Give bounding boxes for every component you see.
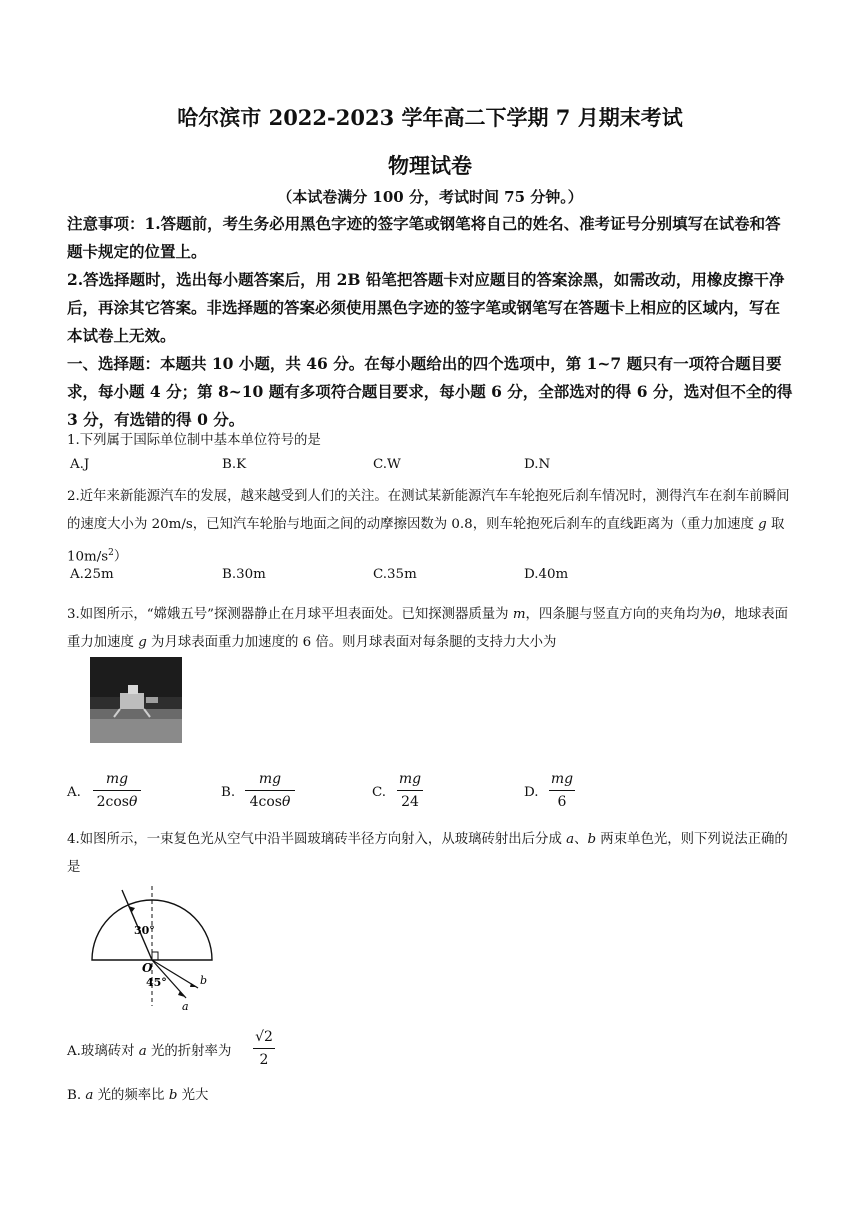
fraction-denominator: 2 [259, 1052, 269, 1068]
q4-option-b: B. a 光的频率比 b 光大 [67, 1088, 209, 1103]
question-2-options [67, 567, 793, 591]
q3-option-b-label: B. [221, 785, 236, 800]
q3-var-g: g [138, 635, 147, 650]
q1-option-c: C.W [373, 457, 401, 472]
q1-option-d: D.N [524, 457, 551, 472]
q2-var-g: g [758, 517, 767, 532]
fraction-denominator: 6 [557, 794, 567, 810]
q2-stem-text: 2.近年来新能源汽车的发展，越来越受到人们的关注。在测试某新能源汽车车轮抱死后刹车情况时，测得汽车在刹车前瞬间的速度大小为 20m/s，已知汽车轮胎与地面之间的动摩擦因数为 0.8，则车轮抱死后刹车的直线距离为（重力加速度 [67, 489, 790, 532]
q3-option-a-fraction [93, 768, 141, 813]
q3-option-d-label: D. [524, 785, 539, 800]
q2-option-c: C.35m [373, 567, 417, 582]
q3-stem-text: 3.如图所示，“嫦娥五号”探测器静止在月球平坦表面处。已知探测器质量为 [67, 607, 513, 622]
question-2-stem [67, 483, 793, 571]
exam-title: 哈尔滨市 2022-2023 学年高二下学期 7 月期末考试 [177, 105, 683, 130]
q3-option-c-label: C. [372, 785, 387, 800]
q3-option-c-fraction [397, 768, 423, 813]
q2-sup: 2 [108, 548, 114, 558]
q3-option-d [524, 768, 594, 820]
fraction-numerator: mg [550, 771, 574, 787]
q1-option-b: B.K [222, 457, 247, 472]
q4-var-b: b [587, 832, 597, 847]
q3-var-m: m [512, 607, 526, 622]
q4-stem-text-2: 两束单色光，则下列说法正确的是 [67, 832, 788, 875]
fraction-denominator: 2cosθ [96, 794, 138, 810]
origin-label: O [142, 961, 153, 975]
angle-30-label: 30° [134, 924, 155, 937]
q4-option-a [67, 1026, 467, 1072]
ray-b-label: b [200, 974, 208, 987]
fraction-numerator: mg [258, 771, 282, 787]
q2-stem-text-3: ） [113, 549, 128, 565]
ray-a-label: a [182, 1000, 189, 1012]
question-1-options [67, 457, 793, 481]
q3-var-theta: θ [713, 607, 722, 622]
q3-option-a-label: A. [67, 785, 81, 800]
fraction-numerator: mg [105, 771, 129, 787]
instructions [67, 210, 793, 434]
instruction-2: 2.答选择题时，选出每小题答案后，用 2B 铅笔把答题卡对应题目的答案涂黑，如需改动，用橡皮擦干净后，再涂其它答案。非选择题的答案必须使用黑色字迹的签字笔或钢笔写在答题卡上相应的区域内，写在本试卷上无效。 [67, 270, 785, 345]
q3-option-b-fraction [245, 768, 295, 813]
instruction-1: 注意事项：1.答题前，考生务必用黑色字迹的签字笔或钢笔将自己的姓名、准考证号分别填写在试卷和答题卡规定的位置上。 [67, 214, 781, 261]
q2-stem-text-2: 取 10m/s [67, 517, 785, 565]
q1-option-a: A.J [70, 457, 90, 472]
q3-option-b [221, 768, 311, 820]
semicircle-glass-diagram [84, 882, 224, 1012]
question-3-stem [67, 601, 793, 657]
q2-option-d: D.40m [524, 567, 569, 582]
q3-stem-text-4: 为月球表面重力加速度的 6 倍。则月球表面对每条腿的支持力大小为 [146, 635, 557, 650]
q3-option-d-fraction [549, 768, 575, 813]
question-4-stem [67, 826, 793, 882]
q4-var-a: a [566, 832, 575, 847]
q4-stem-sep: 、 [574, 832, 588, 847]
lander-photo [90, 657, 182, 743]
q3-stem-text-3: ，地球表面重力加速度 [67, 607, 789, 650]
fraction-denominator: 24 [401, 794, 419, 810]
question-1-stem: 1.下列属于国际单位制中基本单位符号的是 [67, 433, 321, 448]
fraction-denominator: 4cosθ [249, 794, 291, 810]
exam-subtitle: 物理试卷 [388, 153, 472, 178]
q3-option-a [67, 768, 157, 820]
angle-45-label: 45° [146, 976, 167, 989]
q3-option-c [372, 768, 442, 820]
exam-note: （本试卷满分 100 分，考试时间 75 分钟。） [277, 188, 583, 206]
fraction-numerator: mg [398, 771, 422, 787]
q4-option-a-text: A.玻璃砖对 a 光的折射率为 [67, 1044, 232, 1059]
fraction-numerator: √2 [255, 1029, 273, 1045]
q2-option-b: B.30m [222, 567, 266, 582]
section-heading: 一、选择题：本题共 10 小题，共 46 分。在每小题给出的四个选项中，第 1~7 题只有一项符合题目要求，每小题 4 分；第 8~10 题有多项符合题目要求，每小题 6 分，全部选对的得 6 分，选对但不全的得 3 分，有选错的得 0 分。 [67, 354, 793, 429]
q4-stem-text: 4.如图所示，一束复色光从空气中沿半圆玻璃砖半径方向射入，从玻璃砖射出后分成 [67, 832, 567, 847]
q3-stem-text-2: ，四条腿与竖直方向的夹角均为 [525, 607, 714, 622]
q2-option-a: A.25m [70, 567, 114, 582]
q4-option-a-fraction [253, 1026, 275, 1071]
